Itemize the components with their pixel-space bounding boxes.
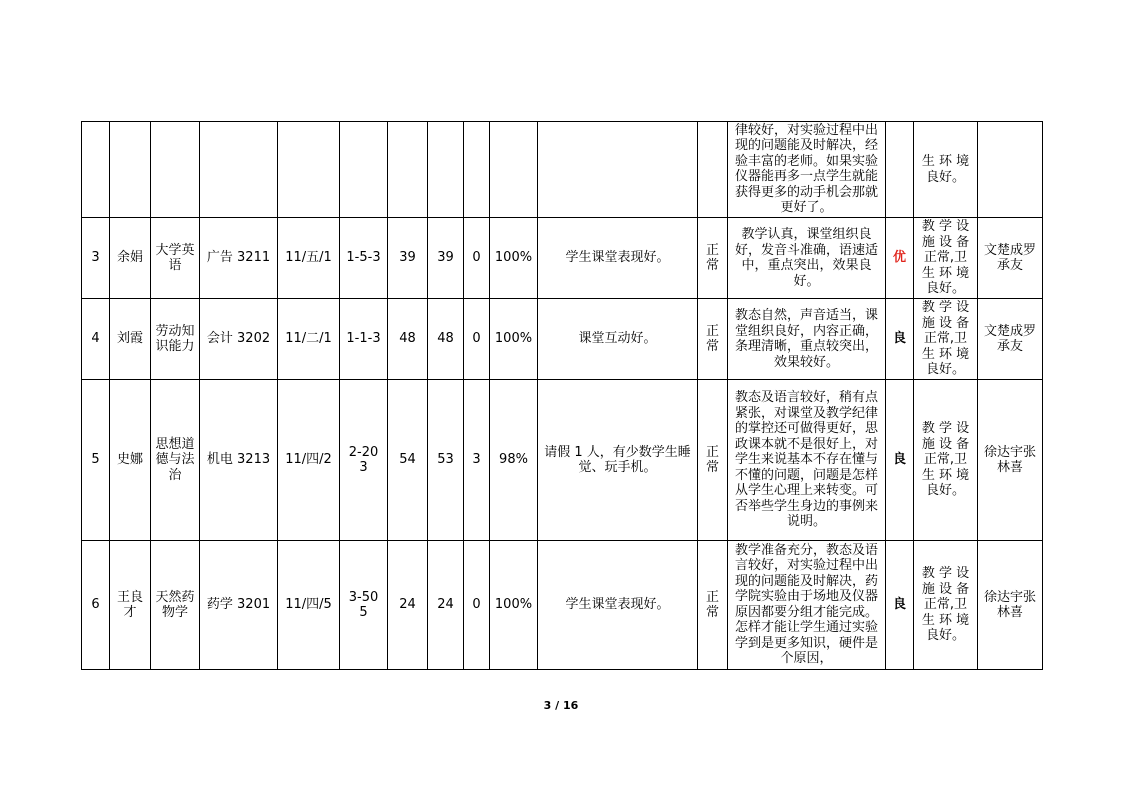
cell-status: 正常	[698, 218, 728, 299]
cell-teacher: 余娟	[110, 218, 151, 299]
table-row	[82, 218, 1043, 299]
cell-should: 39	[388, 218, 428, 299]
cell-class	[200, 122, 278, 218]
cell-evaluation: 教学准备充分，教态及语言较好，对实验过程中出现的问题能及时解决，药学院实验由于场地及仪器原因都要分组才能完成。怎样才能让学生通过实验学到是更多知识，硬件是个原因，	[728, 541, 886, 670]
cell-grade: 良	[886, 541, 914, 670]
cell-evaluation: 教态及语言较好，稍有点紧张，对课堂及教学纪律的掌控还可做得更好，思政课本就不是很好上，对学生来说基本不存在懂与不懂的问题，问题是怎样从学生心理上来转变。可否举些学生身边的事例来说明。	[728, 380, 886, 541]
cell-date: 11/二/1	[278, 299, 340, 380]
cell-absent: 3	[464, 380, 490, 541]
cell-actual: 48	[428, 299, 464, 380]
cell-actual: 53	[428, 380, 464, 541]
cell-course: 思想道德与法治	[151, 380, 200, 541]
cell-absent: 0	[464, 299, 490, 380]
cell-should: 48	[388, 299, 428, 380]
cell-course	[151, 122, 200, 218]
cell-no	[82, 122, 110, 218]
cell-should: 54	[388, 380, 428, 541]
cell-environment: 生 环 境 良好。	[914, 122, 978, 218]
cell-absent: 0	[464, 541, 490, 670]
cell-discipline: 课堂互动好。	[538, 299, 698, 380]
table-row	[82, 122, 1043, 218]
cell-environment: 教 学 设 施 设 备 正常,卫 生 环 境 良好。	[914, 380, 978, 541]
cell-status	[698, 122, 728, 218]
cell-no: 4	[82, 299, 110, 380]
cell-environment: 教 学 设 施 设 备 正常,卫 生 环 境 良好。	[914, 218, 978, 299]
table-row	[82, 299, 1043, 380]
cell-environment: 教 学 设 施 设 备 正常,卫 生 环 境 良好。	[914, 541, 978, 670]
cell-date: 11/四/5	[278, 541, 340, 670]
cell-grade: 良	[886, 380, 914, 541]
cell-no: 6	[82, 541, 110, 670]
cell-grade	[886, 122, 914, 218]
cell-absent: 0	[464, 218, 490, 299]
cell-date	[278, 122, 340, 218]
cell-actual: 39	[428, 218, 464, 299]
cell-no: 5	[82, 380, 110, 541]
cell-class: 机电 3213	[200, 380, 278, 541]
cell-date: 11/五/1	[278, 218, 340, 299]
cell-rate: 100%	[490, 218, 538, 299]
cell-evaluation: 律较好，对实验过程中出现的问题能及时解决，经验丰富的老师。如果实验仪器能再多一点学生就能获得更多的动手机会那就更好了。	[728, 122, 886, 218]
cell-course: 劳动知识能力	[151, 299, 200, 380]
cell-evaluation: 教学认真，课堂组织良好，发音斗准确，语速适中，重点突出，效果良好。	[728, 218, 886, 299]
cell-inspectors	[978, 122, 1043, 218]
cell-inspectors: 文楚成罗承友	[978, 218, 1043, 299]
cell-status: 正常	[698, 541, 728, 670]
cell-teacher: 刘霞	[110, 299, 151, 380]
cell-class: 药学 3201	[200, 541, 278, 670]
cell-should: 24	[388, 541, 428, 670]
cell-section: 2-20 3	[340, 380, 388, 541]
cell-teacher: 王良才	[110, 541, 151, 670]
table-row	[82, 380, 1043, 541]
cell-inspectors: 徐达宇张林喜	[978, 380, 1043, 541]
cell-class: 广告 3211	[200, 218, 278, 299]
cell-discipline	[538, 122, 698, 218]
cell-grade: 优	[886, 218, 914, 299]
inspection-table	[81, 121, 1043, 670]
cell-status: 正常	[698, 380, 728, 541]
cell-status: 正常	[698, 299, 728, 380]
cell-course: 大学英语	[151, 218, 200, 299]
cell-environment: 教 学 设 施 设 备 正常,卫 生 环 境 良好。	[914, 299, 978, 380]
page-number: 3 / 16	[543, 699, 579, 712]
cell-no: 3	[82, 218, 110, 299]
cell-course: 天然药物学	[151, 541, 200, 670]
cell-rate: 100%	[490, 541, 538, 670]
cell-evaluation: 教态自然，声音适当，课堂组织良好，内容正确，条理清晰，重点较突出，效果较好。	[728, 299, 886, 380]
cell-section	[340, 122, 388, 218]
cell-grade: 良	[886, 299, 914, 380]
cell-actual	[428, 122, 464, 218]
cell-absent	[464, 122, 490, 218]
cell-inspectors: 徐达宇张林喜	[978, 541, 1043, 670]
cell-rate	[490, 122, 538, 218]
cell-discipline: 请假 1 人，有少数学生睡觉、玩手机。	[538, 380, 698, 541]
cell-inspectors: 文楚成罗承友	[978, 299, 1043, 380]
cell-class: 会计 3202	[200, 299, 278, 380]
cell-rate: 100%	[490, 299, 538, 380]
cell-date: 11/四/2	[278, 380, 340, 541]
cell-discipline: 学生课堂表现好。	[538, 541, 698, 670]
cell-rate: 98%	[490, 380, 538, 541]
cell-section: 1-5-3	[340, 218, 388, 299]
cell-actual: 24	[428, 541, 464, 670]
table-row	[82, 541, 1043, 670]
cell-section: 3-50 5	[340, 541, 388, 670]
cell-should	[388, 122, 428, 218]
cell-section: 1-1-3	[340, 299, 388, 380]
cell-teacher	[110, 122, 151, 218]
cell-teacher: 史娜	[110, 380, 151, 541]
cell-discipline: 学生课堂表现好。	[538, 218, 698, 299]
